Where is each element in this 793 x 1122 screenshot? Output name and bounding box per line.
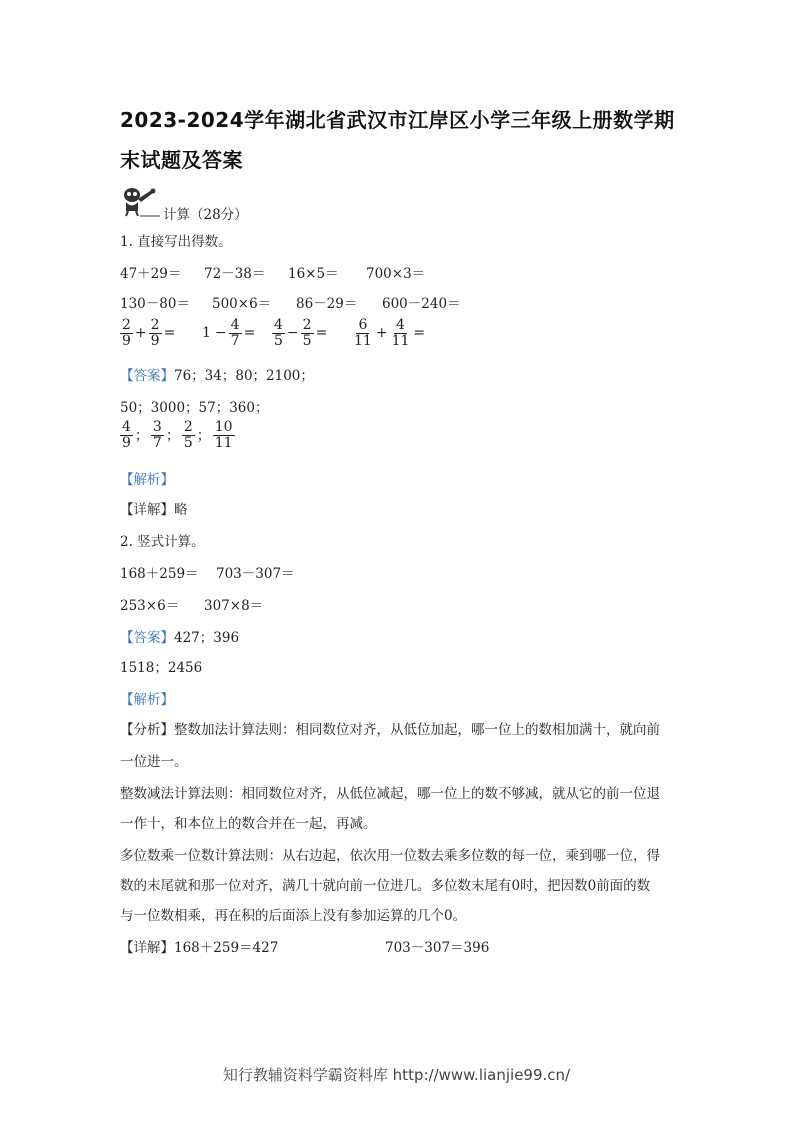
- section-label: 计算（28分）: [163, 207, 248, 223]
- analysis-para2-line1: 整数减法计算法则：相同数位对齐，从低位减起，哪一位上的数不够减，就从它的前一位退: [120, 786, 660, 802]
- q1-row1-item2: 72－38＝: [204, 266, 266, 282]
- frac-denominator: 9: [150, 332, 160, 349]
- frac-denominator: 5: [183, 434, 193, 451]
- frac-denominator: 11: [214, 434, 233, 451]
- q1-row2-item2: 500×6＝: [212, 296, 272, 312]
- frac-numerator: 2: [122, 317, 131, 333]
- answer-text: 427；396: [174, 630, 240, 646]
- q1-row2-item1: 130－80＝: [120, 296, 190, 312]
- frac-denominator: 7: [152, 434, 162, 451]
- frac-numerator: 2: [302, 317, 312, 333]
- separator: ；: [134, 428, 149, 445]
- frac-numerator: 2: [183, 419, 193, 435]
- q1-detail: 【详解】略: [120, 502, 188, 518]
- analysis-para1-line2: 一位进一。: [120, 754, 188, 770]
- equals: =: [243, 325, 256, 342]
- operator: −: [214, 325, 227, 342]
- q1-row2-item3: 86－29＝: [296, 296, 358, 312]
- answer-text: 76；34；80；2100；: [174, 368, 314, 384]
- answer-tag: 【答案】: [120, 368, 174, 384]
- q1-answer-line2: 50；3000；57；360；: [120, 400, 269, 416]
- q2-row2-item2: 307×8＝: [204, 598, 264, 614]
- question-2-label: 2. 竖式计算。: [120, 534, 205, 550]
- frac-numerator: 3: [152, 419, 162, 435]
- q1-row2-item4: 600－240＝: [382, 296, 461, 312]
- equals: =: [315, 325, 328, 342]
- frac-numerator: 4: [274, 317, 283, 333]
- q1-row1-item1: 47＋29＝: [120, 266, 182, 282]
- q1-answer-fractions: [120, 420, 235, 450]
- fraction-expr-3: [272, 318, 329, 348]
- frac-denominator: 11: [354, 332, 372, 349]
- frac-numerator: 4: [396, 317, 405, 333]
- page-title-line1: 2023-2024学年湖北省武汉市江岸区小学三年级上册数学期: [120, 108, 675, 132]
- q1-row1-item3: 16×5＝: [288, 266, 339, 282]
- analysis-para1-line1: 【分析】整数加法计算法则：相同数位对齐，从低位加起，哪一位上的数相加满十，就向前: [120, 722, 660, 738]
- q2-row1-item2: 703－307＝: [216, 566, 295, 582]
- q2-answer: [120, 626, 239, 646]
- analysis-para2-line2: 一作十，和本位上的数合并在一起，再减。: [120, 816, 377, 832]
- page-title-line2: 末试题及答案: [120, 148, 243, 172]
- whole-number: 1: [202, 325, 211, 342]
- frac-denominator: 5: [302, 332, 312, 349]
- answer-tag: 【答案】: [120, 630, 174, 646]
- frac-numerator: 10: [214, 419, 233, 435]
- q2-row2-item1: 253×6＝: [120, 598, 180, 614]
- frac-numerator: 4: [122, 419, 131, 435]
- q2-detail-right: 703－307＝396: [385, 940, 490, 956]
- q1-analysis-tag: 【解析】: [120, 472, 174, 488]
- operator: +: [375, 325, 388, 342]
- operator: +: [134, 325, 147, 342]
- frac-denominator: 5: [274, 332, 283, 349]
- mascot-icon: [120, 185, 160, 219]
- frac-denominator: 11: [391, 332, 410, 349]
- analysis-para3-line1: 多位数乘一位数计算法则：从右边起，依次用一位数去乘多位数的每一位，乘到哪一位，得: [120, 848, 660, 864]
- fraction-expr-1: [120, 318, 177, 348]
- separator: ；: [196, 428, 211, 445]
- operator: −: [286, 325, 299, 342]
- equals: =: [413, 325, 426, 342]
- frac-numerator: 4: [230, 317, 240, 333]
- fraction-expr-2: [200, 318, 257, 348]
- analysis-para3-line2: 数的末尾就和那一位对齐，满几十就向前一位进几。多位数末尾有0时，把因数0前面的数: [120, 878, 651, 894]
- frac-denominator: 9: [122, 332, 131, 349]
- equals: =: [163, 325, 176, 342]
- frac-denominator: 7: [230, 332, 240, 349]
- frac-numerator: 6: [358, 317, 368, 333]
- q2-row1-item1: 168＋259＝: [120, 566, 199, 582]
- fraction-expr-4: [352, 318, 427, 348]
- frac-numerator: 2: [150, 317, 160, 333]
- analysis-para3-line3: 与一位数相乘，再在积的后面添上没有参加运算的几个0。: [120, 908, 467, 924]
- q2-answer-line2: 1518；2456: [120, 660, 203, 676]
- q1-answer: [120, 364, 314, 384]
- q2-detail-left: 【详解】168＋259＝427: [120, 940, 279, 956]
- q1-row1-item4: 700×3＝: [366, 266, 426, 282]
- frac-denominator: 9: [122, 434, 131, 451]
- separator: ；: [165, 428, 180, 445]
- footer-watermark: 知行教辅资料学霸资料库 http://www.lianjie99.cn/: [222, 1066, 571, 1084]
- q2-analysis-tag: 【解析】: [120, 692, 174, 708]
- question-1-label: 1. 直接写出得数。: [120, 234, 232, 250]
